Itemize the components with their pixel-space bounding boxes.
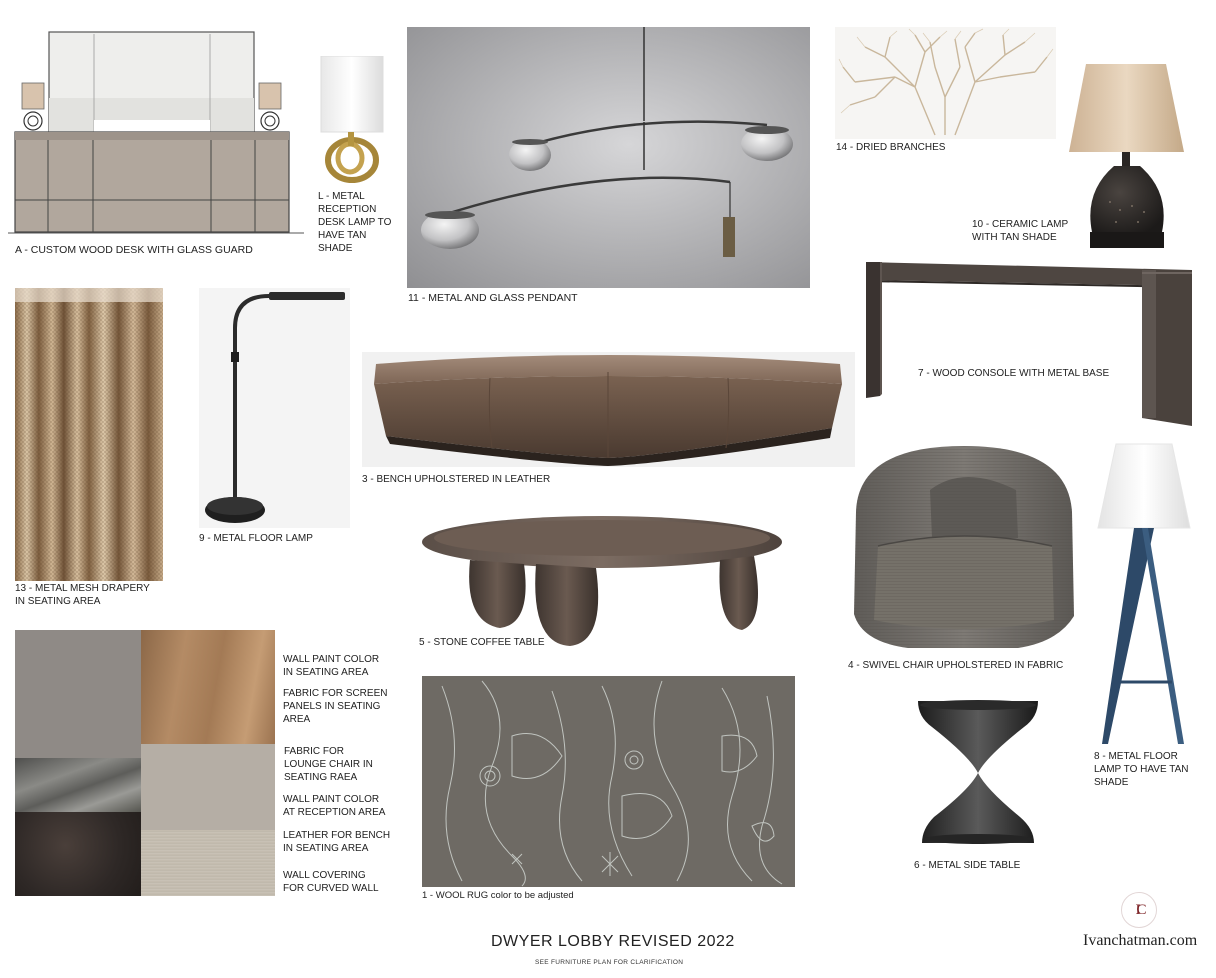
swatch-wall-covering — [141, 830, 275, 896]
material-caption-line: LOUNGE CHAIR IN — [284, 759, 373, 770]
swivel-chair-image — [848, 442, 1080, 654]
board-title: DWYER LOBBY REVISED 2022 — [491, 933, 735, 950]
material-caption-line: PANELS IN SEATING — [283, 701, 381, 712]
reception-lamp-caption-line: HAVE TAN — [318, 230, 367, 241]
material-caption-line: WALL COVERING — [283, 870, 366, 881]
floor-lamp-8-caption-line: LAMP TO HAVE TAN — [1094, 764, 1189, 775]
pendant-image — [407, 27, 810, 288]
ceramic-lamp-image — [1066, 62, 1188, 252]
material-caption-line: FABRIC FOR SCREEN — [283, 688, 388, 699]
stone-coffee-table-image — [420, 512, 784, 648]
dried-branches-caption: 14 - DRIED BRANCHES — [836, 142, 946, 153]
material-caption-line: WALL PAINT COLOR — [283, 794, 380, 805]
floor-lamp-9-image — [199, 288, 350, 528]
leather-bench-image — [362, 352, 855, 467]
material-caption-4 — [283, 793, 385, 819]
pendant-caption: 11 - METAL AND GLASS PENDANT — [408, 292, 578, 304]
swatch-leather-bench — [15, 812, 141, 896]
metal-side-table-caption: 6 - METAL SIDE TABLE — [914, 860, 1021, 871]
mesh-drapery-image — [15, 288, 163, 581]
material-caption-line: IN SEATING AREA — [283, 667, 369, 678]
material-caption-line: WALL PAINT COLOR — [283, 654, 380, 665]
brand-logo — [1121, 892, 1157, 928]
swatch-fabric-lounge — [15, 758, 141, 812]
wool-rug-image — [422, 676, 795, 887]
material-caption-2 — [283, 687, 387, 726]
metal-side-table-image — [914, 697, 1042, 847]
desk-image — [8, 28, 308, 238]
wool-rug-caption: 1 - WOOL RUG color to be adjusted — [422, 890, 574, 901]
board-subtitle: SEE FURNITURE PLAN FOR CLARIFICATION — [535, 959, 684, 966]
material-caption-6 — [283, 869, 379, 895]
swatch-fabric-screen — [141, 630, 275, 744]
reception-lamp-caption — [318, 190, 391, 255]
dried-branches-image — [835, 27, 1056, 139]
material-caption-line: AREA — [283, 714, 311, 725]
material-caption-line: AT RECEPTION AREA — [283, 807, 386, 818]
floor-lamp-8-caption — [1094, 750, 1188, 789]
reception-lamp-caption-line: RECEPTION — [318, 204, 377, 215]
material-caption-5 — [283, 829, 390, 855]
brand-website: Ivanchatman.com — [1083, 932, 1198, 949]
wood-console-image — [862, 258, 1196, 428]
wood-console-caption: 7 - WOOD CONSOLE WITH METAL BASE — [918, 368, 1110, 379]
material-caption-1 — [283, 653, 379, 679]
swatch-wall-paint-seating — [15, 630, 141, 758]
material-caption-line: FOR CURVED WALL — [283, 883, 379, 894]
floor-lamp-8-caption-line: SHADE — [1094, 777, 1129, 788]
floor-lamp-8-image — [1094, 442, 1194, 748]
reception-lamp-caption-line: L - METAL — [318, 191, 365, 202]
stone-coffee-table-caption: 5 - STONE COFFEE TABLE — [419, 637, 545, 648]
reception-lamp-caption-line: SHADE — [318, 243, 353, 254]
material-caption-line: IN SEATING AREA — [283, 843, 369, 854]
material-caption-line: FABRIC FOR — [284, 746, 345, 757]
material-caption-line: LEATHER FOR BENCH — [283, 830, 391, 841]
mesh-drapery-caption-line: IN SEATING AREA — [15, 596, 101, 607]
brand-logo-letters: IC — [1135, 902, 1143, 918]
desk-caption: A - CUSTOM WOOD DESK WITH GLASS GUARD — [15, 244, 253, 256]
ceramic-lamp-caption — [972, 218, 1068, 244]
ceramic-lamp-caption-line: 10 - CERAMIC LAMP — [972, 219, 1069, 230]
floor-lamp-8-caption-line: 8 - METAL FLOOR — [1094, 751, 1178, 762]
swivel-chair-caption: 4 - SWIVEL CHAIR UPHOLSTERED IN FABRIC — [848, 660, 1064, 671]
floor-lamp-9-caption: 9 - METAL FLOOR LAMP — [199, 533, 313, 544]
mesh-drapery-caption — [15, 582, 150, 608]
material-caption-3 — [284, 745, 373, 784]
material-caption-line: SEATING RAEA — [284, 772, 358, 783]
reception-lamp-caption-line: DESK LAMP TO — [318, 217, 392, 228]
leather-bench-caption: 3 - BENCH UPHOLSTERED IN LEATHER — [362, 474, 551, 485]
reception-lamp-image — [316, 56, 388, 188]
mesh-drapery-caption-line: 13 - METAL MESH DRAPERY — [15, 583, 150, 594]
swatch-wall-paint-reception — [141, 744, 275, 830]
ceramic-lamp-caption-line: WITH TAN SHADE — [972, 232, 1057, 243]
